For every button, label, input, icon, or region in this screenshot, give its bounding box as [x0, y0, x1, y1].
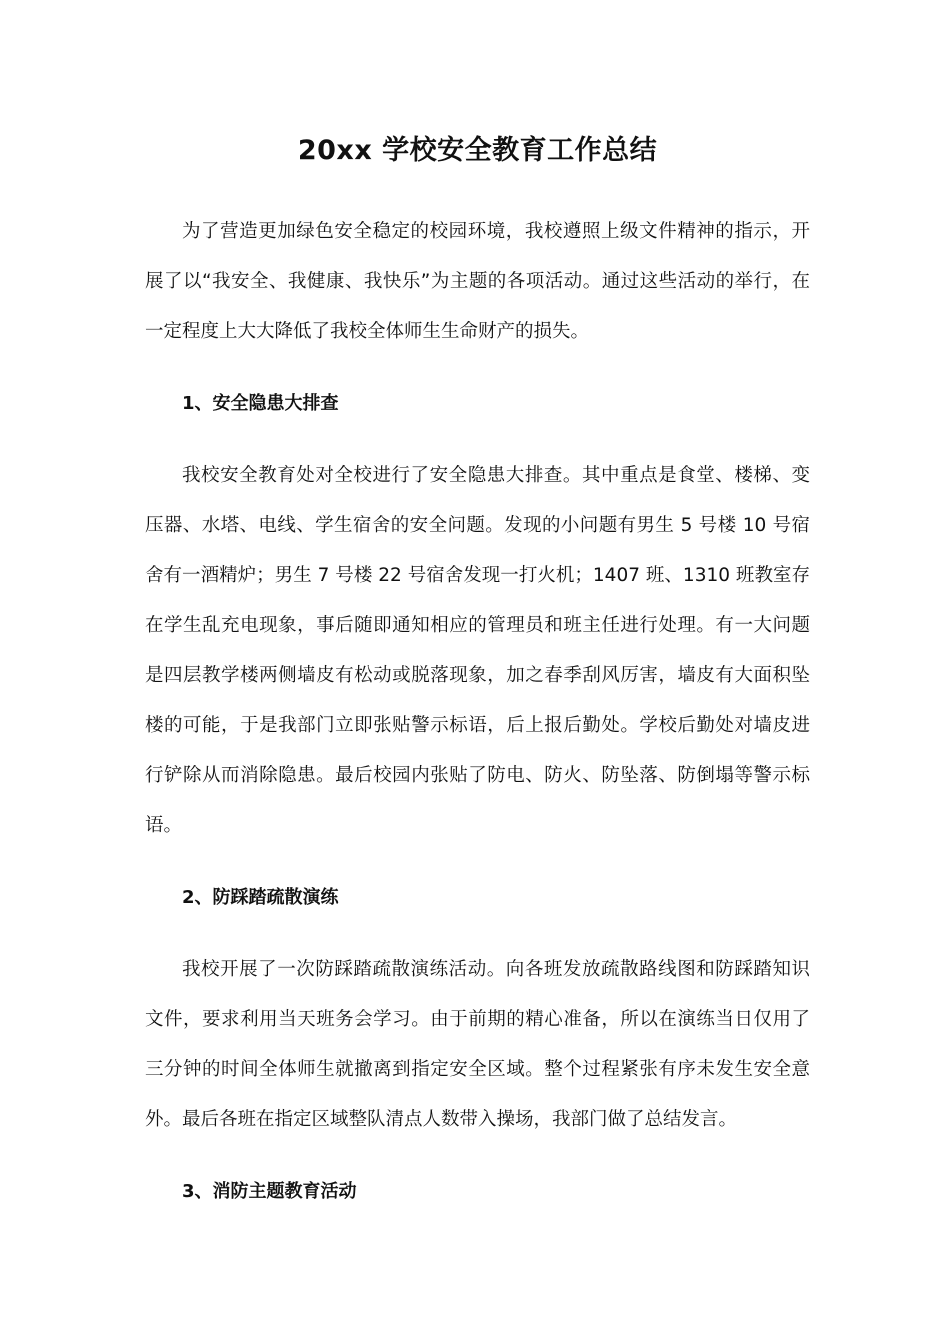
section-heading-1: 1、安全隐患大排查: [182, 393, 339, 414]
spacer: [145, 167, 810, 207]
section-heading-3: 3、消防主题教育活动: [182, 1181, 357, 1202]
intro-paragraph: 为了营造更加绿色安全稳定的校园环境，我校遵照上级文件精神的指示，开展了以“我安全、我健康、我快乐”为主题的各项活动。通过这些活动的举行，在一定程度上大大降低了我校全体师生生命财产的损失。: [145, 221, 810, 342]
section-body-1: 我校安全教育处对全校进行了安全隐患大排查。其中重点是食堂、楼梯、变压器、水塔、电线、学生宿舍的安全问题。发现的小问题有男生 5 号楼 10 号宿舍有一酒精炉；男生 7 号楼 22 号宿舍发现一打火机；1407 班、1310 班教室存在学生乱充电现象，事后随即通知相应的管理员和班主任进行处理。有一大问题是四层教学楼两侧墙皮有松动或脱落现象，加之春季刮风厉害，墙皮有大面积坠楼的可能，于是我部门立即张贴警示标语，后上报后勤处。学校后勤处对墙皮进行铲除从而消除隐患。最后校园内张贴了防电、防火、防坠落、防倒塌等警示标语。: [145, 465, 810, 836]
spacer: [145, 923, 810, 945]
spacer: [145, 357, 810, 379]
document-title: 20xx 学校安全教育工作总结: [297, 135, 658, 166]
spacer: [145, 1145, 810, 1167]
section-heading-2: 2、防踩踏疏散演练: [182, 887, 339, 908]
document-page: [145, 120, 810, 1217]
section-body-2: 我校开展了一次防踩踏疏散演练活动。向各班发放疏散路线图和防踩踏知识文件，要求利用当天班务会学习。由于前期的精心准备，所以在演练当日仅用了三分钟的时间全体师生就撤离到指定安全区域。整个过程紧张有序未发生安全意外。最后各班在指定区域整队清点人数带入操场，我部门做了总结发言。: [145, 959, 810, 1130]
spacer: [145, 429, 810, 451]
spacer: [145, 851, 810, 873]
